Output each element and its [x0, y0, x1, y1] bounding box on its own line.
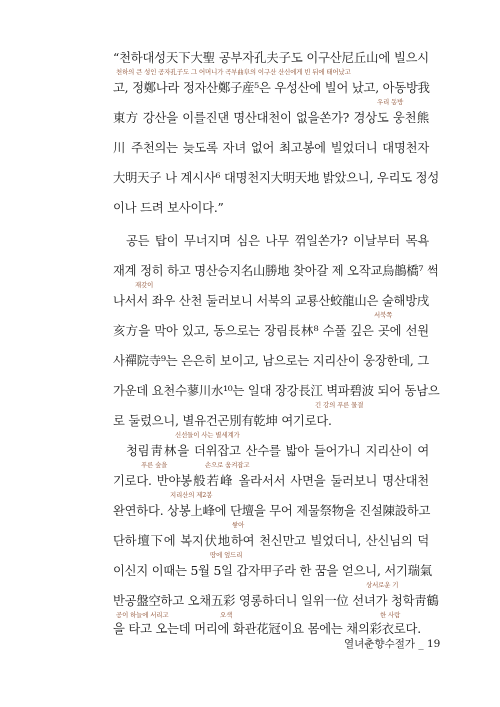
gloss-annotation: 공이 하늘에 서리고: [116, 611, 169, 619]
body-line: 기로다. 반야봉般若峰 올라서서 사면을 둘러보니 명산대천: [113, 474, 429, 488]
gloss-annotation: 천하의 큰 성인 공자孔子도 그 어머니가 곡부曲阜의 이구산 산신에게 빈 뒤에 태어났고: [116, 68, 351, 76]
body-line: 川 주천의는 늦도록 자녀 없어 최고봉에 빌었더니 대명천자: [113, 141, 429, 155]
gloss-annotation: 긴 강의 푸른 물결: [315, 401, 364, 409]
page-footer: [344, 637, 440, 651]
body-line: 완연하다. 상봉上峰에 단壇을 무어 제물祭物을 진설陳設하고: [113, 504, 431, 518]
body-line: 가운데 요천수蓼川水¹⁰는 일대 장강長江 벽파碧波 되어 동남으: [113, 384, 440, 398]
running-title: 열녀춘향수절가: [344, 638, 416, 650]
gloss-annotation: 오색: [220, 611, 233, 619]
gloss-annotation: 푸른 숲을: [141, 461, 168, 469]
body-line: 로 둘렀으니, 별유건곤別有乾坤 여기로다.: [113, 414, 332, 428]
gloss-annotation: 땅에 엎드리: [210, 551, 243, 559]
body-line: 반공盤空하고 오채五彩 영롱하더니 일위一位 선녀가 청학靑鶴: [113, 594, 439, 608]
gloss-annotation: 재갖이: [135, 281, 154, 289]
body-line: 청림靑林을 더위잡고 산수를 밟아 들어가니 지리산이 여: [126, 444, 429, 458]
body-line: 나서서 좌우 산천 둘러보니 서북의 교룡산蛟龍山은 술해방戌: [113, 294, 429, 308]
body-line: 공든 탑이 무너지며 심은 나무 꺾일쏜가? 이날부터 목욕: [126, 234, 429, 248]
body-line: 을 타고 오는데 머리에 화관花冠이요 몸에는 채의彩衣로다.: [113, 622, 421, 636]
gloss-annotation: 우리 동방: [377, 98, 404, 106]
gloss-annotation: 한 사람: [380, 611, 401, 619]
body-line: 단하壇下에 복지伏地하여 천신만고 빌었더니, 산신님의 덕: [113, 534, 429, 548]
body-line: 재계 정히 하고 명산승지名山勝地 찾아갈 제 오작교烏鵲橋⁷ 썩: [113, 264, 439, 278]
footer-separator: _: [418, 638, 424, 650]
gloss-annotation: 쌓아: [232, 521, 245, 529]
body-line: 大明天子 나 계시사⁶ 대명천지大明天地 밝았으니, 우리도 정성: [113, 171, 440, 185]
body-line: 東方 강산을 이를진댄 명산대천이 없을쏜가? 경상도 웅천熊: [113, 111, 429, 125]
gloss-annotation: 상서로운 기: [366, 581, 399, 589]
gloss-annotation: 서북쪽: [374, 311, 393, 319]
body-line: 이나 드려 보사이다.”: [113, 201, 224, 215]
gloss-annotation: 신선들이 사는 별세계가: [175, 431, 240, 439]
body-line: 이신지 이때는 5월 5일 갑자甲子라 한 꿈을 얻으니, 서기瑞氣: [113, 564, 432, 578]
gloss-annotation: 손으로 움켜잡고: [205, 461, 250, 469]
body-line: “천하대성天下大聖 공부자孔夫子도 이구산尼丘山에 빌으시: [113, 51, 429, 65]
body-line: 亥方을 막아 있고, 동으로는 장림長林⁸ 수풀 깊은 곳에 선원: [113, 324, 429, 338]
gloss-annotation: 지리산의 제2봉: [170, 491, 213, 499]
page-number: 19: [426, 638, 441, 650]
body-line: 고, 정鄭나라 정자산鄭子産⁵은 우성산에 빌어 났고, 아동방我: [113, 81, 430, 95]
body-line: 사禪院寺⁹는 은은히 보이고, 남으로는 지리산이 웅장한데, 그: [113, 354, 429, 368]
